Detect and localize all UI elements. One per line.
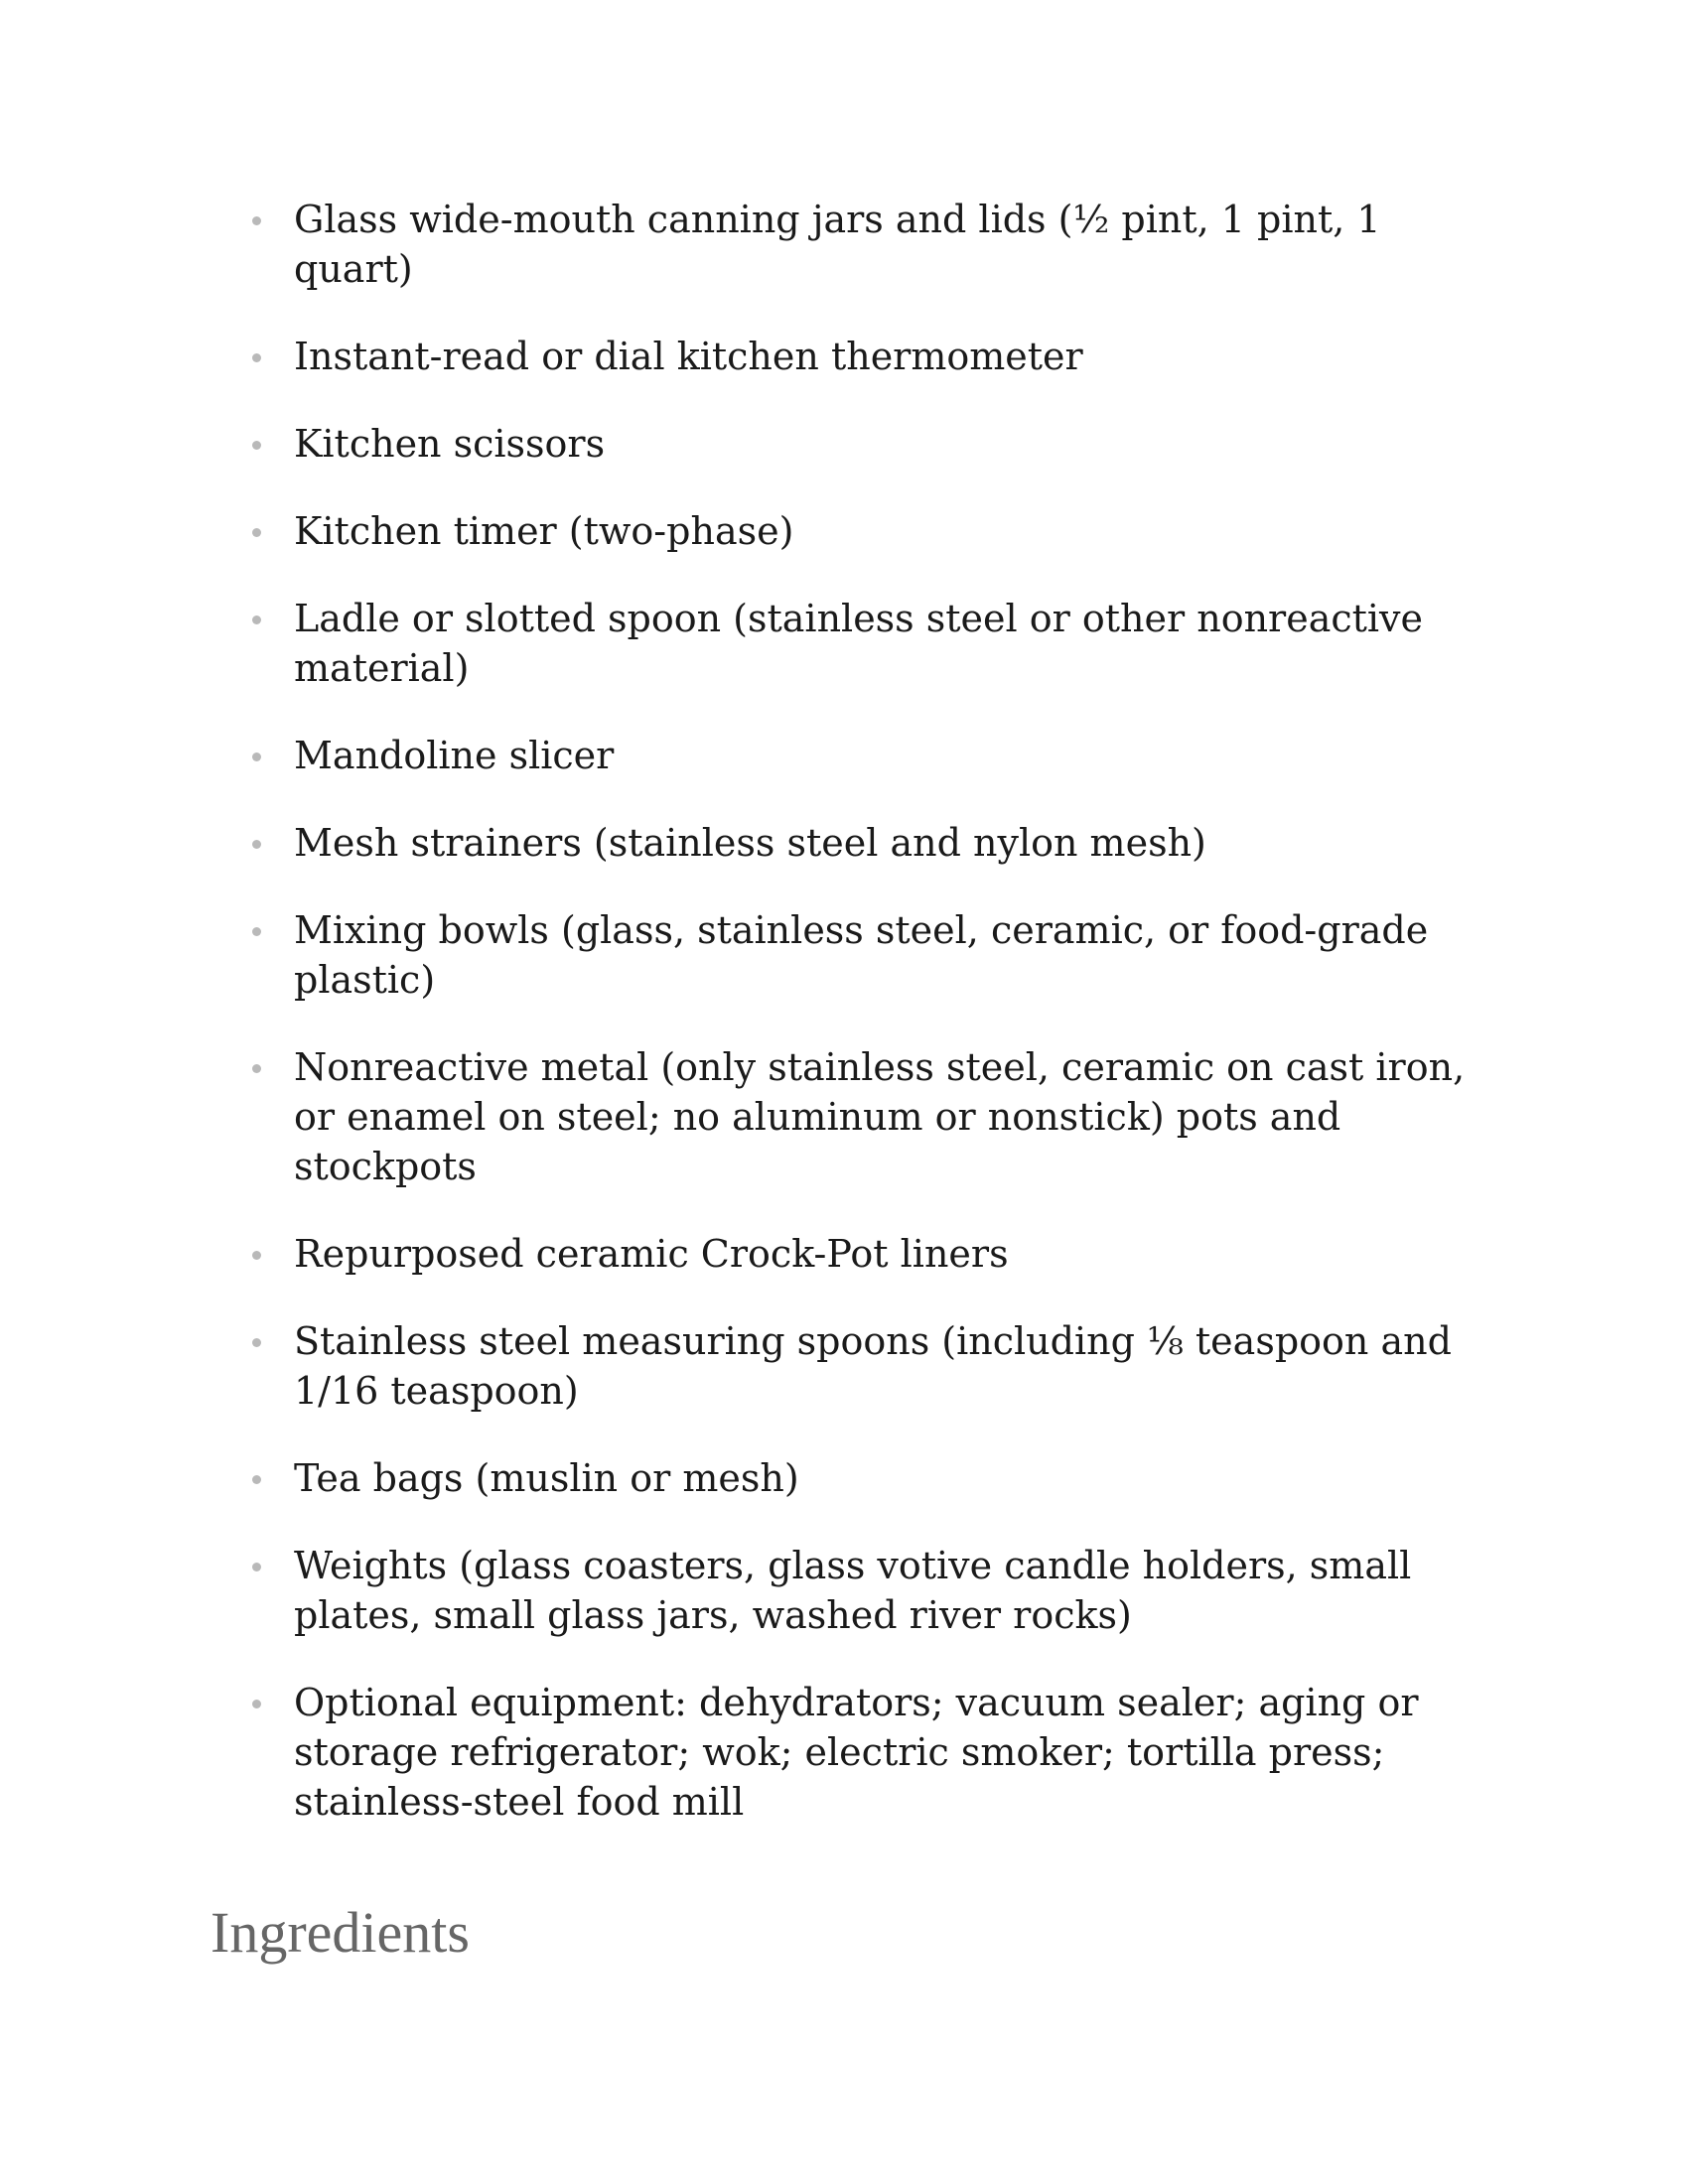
bullet-icon [252,1700,261,1708]
list-item-text: Ladle or slotted spoon (stainless steel or other nonreactive material) [294,597,1424,690]
bullet-icon [252,615,261,624]
bullet-icon [252,1338,261,1347]
list-item [246,1541,1497,1640]
list-item [246,594,1497,693]
bullet-icon [252,1563,261,1571]
bullet-icon [252,441,261,450]
bullet-icon [252,1251,261,1260]
bullet-icon [252,528,261,537]
list-item [246,195,1497,294]
bullet-icon [252,927,261,936]
list-item-text: Instant-read or dial kitchen thermometer [294,335,1083,378]
list-item-text: Kitchen scissors [294,422,606,466]
list-item-text: Repurposed ceramic Crock-Pot liners [294,1232,1009,1276]
list-item-text: Tea bags (muslin or mesh) [294,1456,799,1500]
list-item-text: Mixing bowls (glass, stainless steel, ceramic, or food-grade plastic) [294,908,1429,1002]
bullet-icon [252,840,261,849]
list-item [246,905,1497,1005]
list-item [246,1316,1497,1416]
list-item [246,731,1497,780]
list-item [246,506,1497,556]
bullet-icon [252,1475,261,1484]
list-item [246,1678,1497,1827]
list-item [246,1453,1497,1503]
list-item-text: Optional equipment: dehydrators; vacuum sealer; aging or storage refrigerator; wok; electric smoker; tortilla press; stainless-steel food mill [294,1681,1419,1824]
list-item-text: Kitchen timer (two-phase) [294,509,794,553]
equipment-list [246,195,1497,1864]
list-item-text: Mandoline slicer [294,734,615,777]
list-item-text: Glass wide-mouth canning jars and lids (½ pint, 1 pint, 1 quart) [294,198,1381,291]
list-item-text: Nonreactive metal (only stainless steel, ceramic on cast iron, or enamel on steel; no aluminum or nonstick) pots and stockpots [294,1045,1466,1188]
list-item [246,419,1497,469]
list-item-text: Mesh strainers (stainless steel and nylon mesh) [294,821,1206,865]
bullet-icon [252,353,261,362]
ingredients-heading: Ingredients [211,1900,470,1965]
list-item [246,1042,1497,1191]
list-item-text: Weights (glass coasters, glass votive candle holders, small plates, small glass jars, washed river rocks) [294,1544,1412,1637]
list-item [246,332,1497,381]
bullet-icon [252,216,261,225]
bullet-icon [252,752,261,761]
list-item-text: Stainless steel measuring spoons (including ⅛ teaspoon and 1/16 teaspoon) [294,1319,1452,1413]
list-item [246,818,1497,868]
list-item [246,1229,1497,1279]
bullet-icon [252,1064,261,1073]
